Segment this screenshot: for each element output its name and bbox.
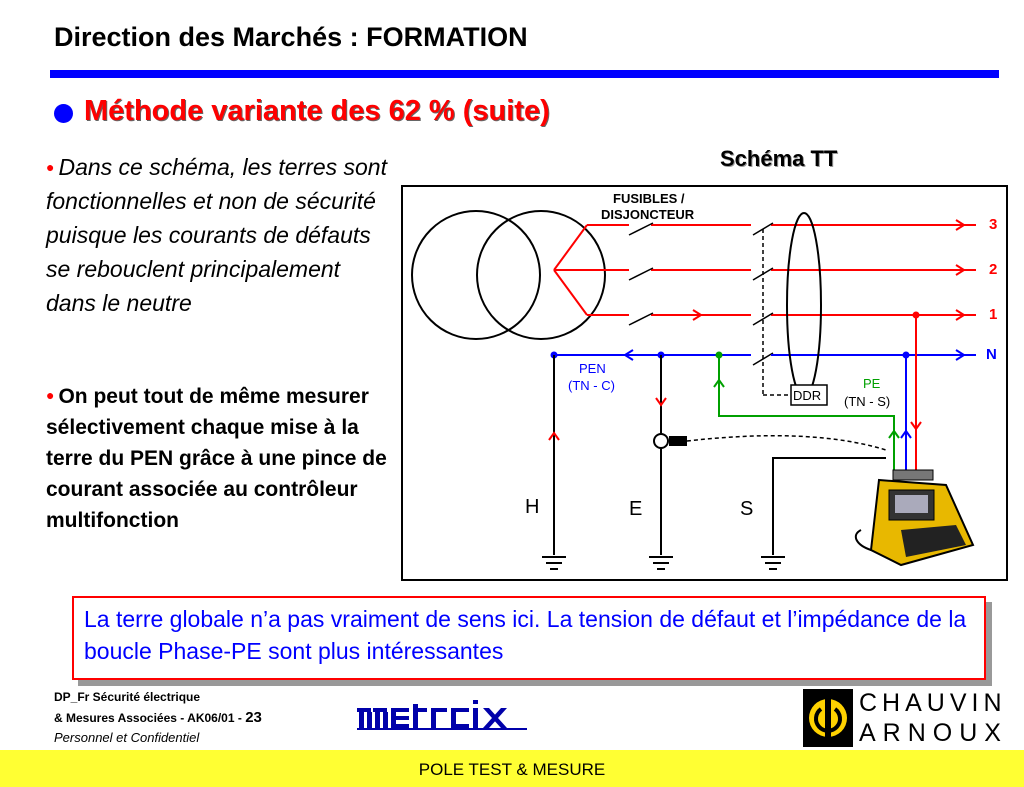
footer-course-code-text: & Mesures Associées - AK06/01 - xyxy=(54,711,246,725)
note-box xyxy=(72,596,986,680)
header-divider xyxy=(50,70,999,78)
paragraph-terres-fonctionnelles xyxy=(46,150,396,320)
paragraph-2-text: On peut tout de même mesurer sélectivement chaque mise à la terre du PEN grâce à une pince de courant associée au contrôleur multifonction xyxy=(46,385,387,532)
tt-wiring-diagram xyxy=(401,185,1008,581)
ca-line2: ARNOUX xyxy=(859,719,1008,747)
label-pen-line1: PEN xyxy=(579,361,606,376)
label-fusibles-line2: DISJONCTEUR xyxy=(601,207,695,222)
page-number: 23 xyxy=(245,709,262,726)
label-earth-s: S xyxy=(740,498,754,520)
label-ddr: DDR xyxy=(793,388,822,403)
label-phase-1: 1 xyxy=(989,306,998,323)
red-bullet-icon: ● xyxy=(46,159,55,175)
section-title: Méthode variante des 62 % (suite) xyxy=(84,95,550,127)
label-pe-line1: PE xyxy=(863,376,881,391)
label-phase-3: 3 xyxy=(989,216,998,233)
ca-line1: CHAUVIN xyxy=(859,689,1007,717)
footer-confidential: Personnel et Confidentiel xyxy=(54,730,200,745)
footer-course-title: DP_Fr Sécurité électrique xyxy=(54,690,201,704)
schema-title: Schéma TT xyxy=(720,146,838,171)
bottom-band-text: POLE TEST & MESURE xyxy=(418,760,606,779)
blue-disc-bullet-icon xyxy=(54,104,73,123)
metrix-logo-icon xyxy=(357,700,532,730)
label-earth-h: H xyxy=(525,496,540,518)
label-fusibles-line1: FUSIBLES / xyxy=(613,191,685,206)
label-neutral: N xyxy=(986,346,997,363)
chauvin-arnoux-emblem-icon xyxy=(803,689,853,747)
footer-course-code xyxy=(54,709,262,726)
label-pe-line2: (TN - S) xyxy=(844,394,891,409)
label-pen-line2: (TN - C) xyxy=(568,378,615,393)
label-phase-2: 2 xyxy=(989,261,998,278)
note-text: La terre globale n’a pas vraiment de sens ici. La tension de défaut et l’impédance de la boucle Phase-PE sont plus intéressantes xyxy=(84,606,967,664)
paragraph-1-text: Dans ce schéma, les terres sont fonctionnelles et non de sécurité puisque les courants de défauts se rebouclent principalement dans le neutre xyxy=(46,154,387,316)
slide-header-title: Direction des Marchés : FORMATION xyxy=(54,22,528,52)
red-bullet-icon: ● xyxy=(46,387,55,403)
chauvin-arnoux-logo xyxy=(803,689,1008,747)
paragraph-mesure-selective xyxy=(46,380,396,536)
label-earth-e: E xyxy=(629,498,643,520)
